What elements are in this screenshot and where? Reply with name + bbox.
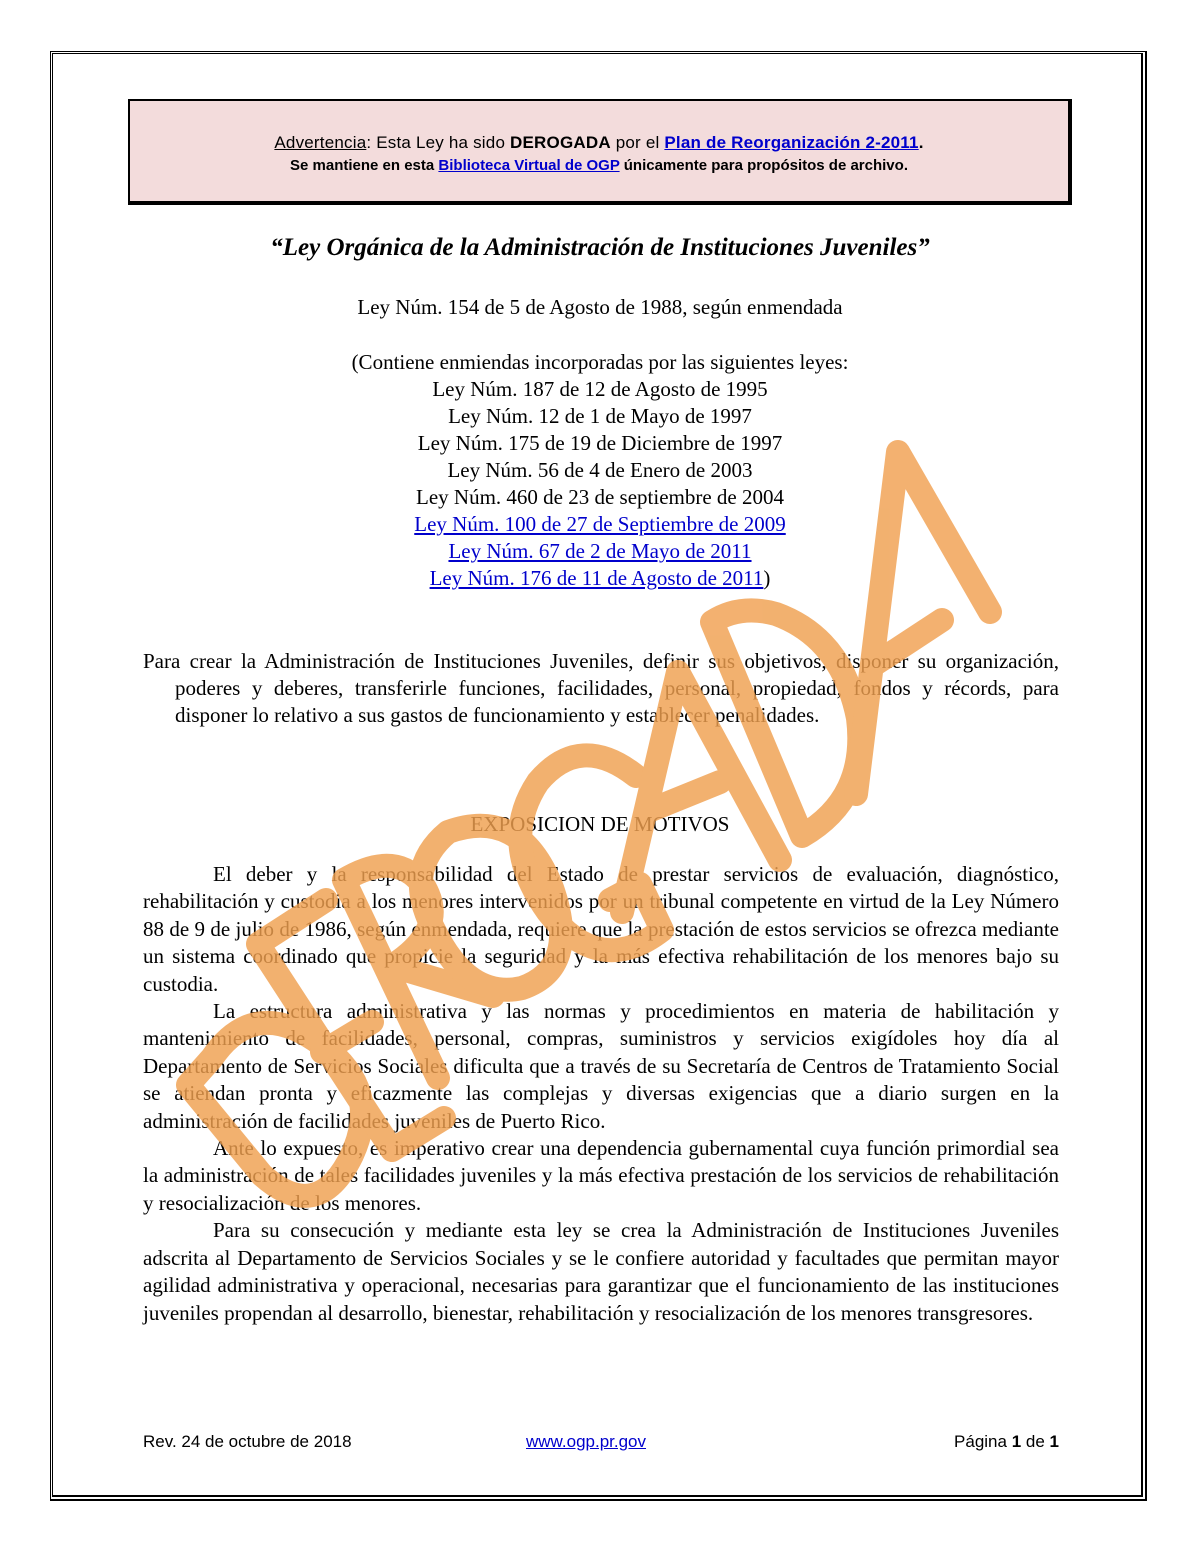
amendment-item: Ley Núm. 56 de 4 de Enero de 2003 bbox=[447, 458, 753, 482]
page-total: 1 bbox=[1049, 1432, 1059, 1451]
amendments-closing: ) bbox=[763, 566, 771, 590]
paragraph: La estructura administrativa y las normas y procedimientos en materia de habilitación y mantenimiento de facilidades, personal, compras, suministros y servicios exigídoles hoy día al Departamento de Servicios Sociales dificulta que a través de su Secretaría de Centros de Tratamiento Social se atiendan pronta y eficazmente las complejas y diversas exigencias que a diario surgen en la administración de facilidades juveniles de Puerto Rico. bbox=[143, 999, 1059, 1133]
warning-line2-after: únicamente para propósitos de archivo. bbox=[619, 157, 908, 174]
derogada-text: DEROGADA bbox=[510, 133, 611, 152]
paragraph: Para su consecución y mediante esta ley se crea la Administración de Instituciones Juveniles adscrita al Departamento de Servicios Sociales y se le confiere autoridad y facultades que permitan mayor agilidad administrativa y operacional, necesarias para garantizar que el funcionamiento de las instituciones juveniles propendan al desarrollo, bienestar, rehabilitación y resocialización de los menores transgresores. bbox=[143, 1218, 1059, 1325]
amendment-item: Ley Núm. 460 de 23 de septiembre de 2004 bbox=[416, 485, 784, 509]
amendment-item: Ley Núm. 12 de 1 de Mayo de 1997 bbox=[448, 404, 752, 428]
amendment-link[interactable]: Ley Núm. 100 de 27 de Septiembre de 2009 bbox=[414, 512, 786, 536]
amendment-link[interactable]: Ley Núm. 67 de 2 de Mayo de 2011 bbox=[448, 539, 752, 563]
warning-text-middle: por el bbox=[610, 133, 665, 152]
amendments-list bbox=[128, 349, 1072, 592]
revision-date: Rev. 24 de octubre de 2018 bbox=[143, 1432, 352, 1451]
plan-reorganizacion-link[interactable]: Plan de Reorganización 2-2011 bbox=[664, 133, 919, 152]
page-middle: de bbox=[1021, 1432, 1050, 1451]
amendments-intro: (Contiene enmiendas incorporadas por las siguientes leyes: bbox=[351, 350, 849, 374]
biblioteca-virtual-link[interactable]: Biblioteca Virtual de OGP bbox=[438, 157, 620, 174]
amendment-item: Ley Núm. 187 de 12 de Agosto de 1995 bbox=[432, 377, 768, 401]
law-title: “Ley Orgánica de la Administración de Instituciones Juveniles” bbox=[270, 234, 930, 261]
paragraph: Ante lo expuesto, es imperativo crear una dependencia gubernamental cuya función primordial sea la administración de tales facilidades juveniles y la más efectiva prestación de los servicios de rehabilitación y resocialización de los menores. bbox=[143, 1136, 1059, 1215]
law-subtitle: Ley Núm. 154 de 5 de Agosto de 1988, según enmendada bbox=[357, 295, 843, 319]
page-footer bbox=[143, 1432, 1059, 1456]
page-current: 1 bbox=[1011, 1432, 1022, 1451]
page-number bbox=[954, 1432, 1059, 1452]
paragraph: El deber y la responsabilidad del Estado de prestar servicios de evaluación, diagnóstico, rehabilitación y custodia a los menores intervenidos por un tribunal competente en virtud de la Ley Número 88 de 9 de julio de 1986, según enmendada, requiere que la prestación de estos servicios se ofrezca mediante un sistema coordinado que propicie la seguridad y la más efectiva rehabilitación de los menores bajo su custodia. bbox=[143, 862, 1059, 996]
law-purpose: Para crear la Administración de Instituciones Juveniles, definir sus objetivos, disponer su organización, poderes y deberes, transferirle funciones, facilidades, personal, propiedad, fondos y récords, para disponer lo relativo a sus gastos de funcionamiento y establecer penalidades. bbox=[143, 649, 1059, 727]
exposicion-body bbox=[143, 861, 1059, 1327]
section-heading: EXPOSICION DE MOTIVOS bbox=[470, 812, 730, 836]
warning-line-2 bbox=[130, 155, 1068, 177]
website-link[interactable]: www.ogp.pr.gov bbox=[526, 1432, 647, 1451]
warning-text: : Esta Ley ha sido bbox=[366, 133, 511, 152]
amendment-link[interactable]: Ley Núm. 176 de 11 de Agosto de 2011 bbox=[429, 566, 764, 590]
warning-label: Advertencia bbox=[274, 133, 367, 152]
derogation-warning-box bbox=[128, 99, 1072, 205]
warning-line-1 bbox=[130, 131, 1068, 155]
warning-period: . bbox=[918, 133, 924, 152]
warning-line2-before: Se mantiene en esta bbox=[290, 157, 439, 174]
page-prefix: Página bbox=[954, 1432, 1012, 1451]
amendment-item: Ley Núm. 175 de 19 de Diciembre de 1997 bbox=[417, 431, 783, 455]
